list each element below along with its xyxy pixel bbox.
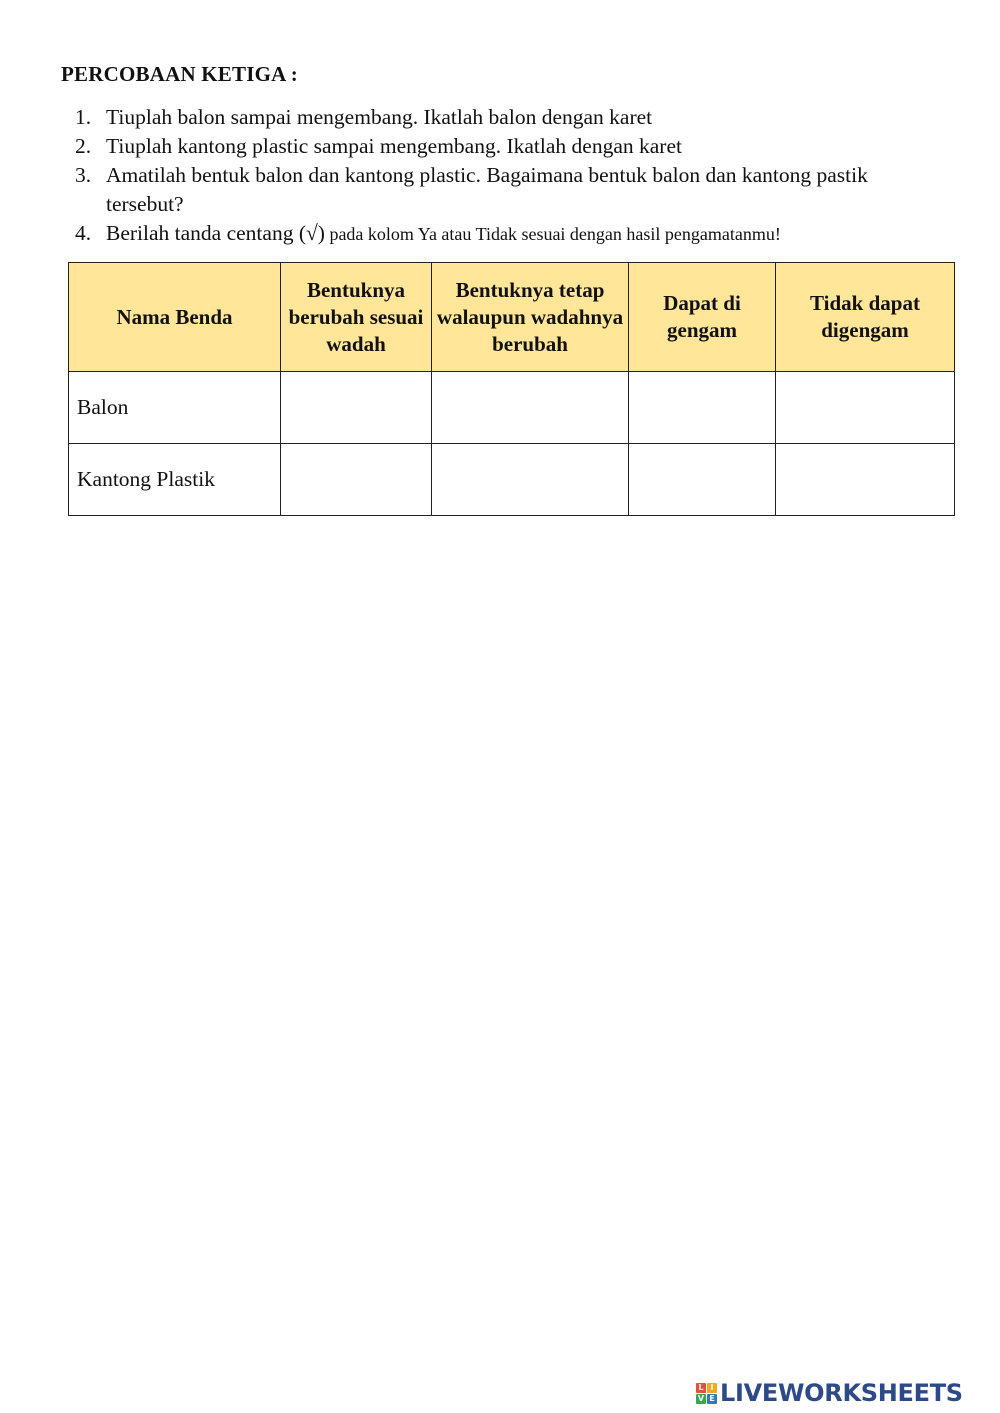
table-row bbox=[69, 444, 955, 516]
logo-mark-letter: L bbox=[696, 1383, 706, 1393]
answer-cell-dapat-digengam[interactable] bbox=[629, 372, 776, 444]
instruction-item-3 bbox=[70, 161, 950, 219]
answer-cell-tidak-dapat-digengam[interactable] bbox=[776, 444, 955, 516]
answer-cell-bentuk-berubah[interactable] bbox=[281, 372, 432, 444]
instruction-number: 2. bbox=[75, 134, 92, 158]
instruction-text: Berilah tanda centang (√) bbox=[106, 221, 325, 245]
instruction-text: Tiuplah kantong plastic sampai mengembang. Ikatlah dengan karet bbox=[106, 134, 682, 158]
instruction-text: Amatilah bentuk balon dan kantong plastic. Bagaimana bentuk balon dan kantong pastik tersebut? bbox=[106, 163, 868, 216]
liveworksheets-logo-text: LIVEWORKSHEETS bbox=[720, 1379, 963, 1407]
instruction-number: 4. bbox=[75, 221, 92, 245]
header-bentuk-tetap: Bentuknya tetap walaupun wadahnya berubah bbox=[432, 263, 629, 372]
answer-cell-tidak-dapat-digengam[interactable] bbox=[776, 372, 955, 444]
instruction-item-4 bbox=[70, 219, 950, 249]
row-label-kantong-plastik: Kantong Plastik bbox=[69, 444, 281, 516]
instruction-item-1 bbox=[70, 103, 950, 132]
row-label-balon: Balon bbox=[69, 372, 281, 444]
liveworksheets-logo bbox=[696, 1376, 963, 1410]
answer-cell-bentuk-berubah[interactable] bbox=[281, 444, 432, 516]
liveworksheets-logo-icon bbox=[696, 1383, 717, 1404]
instruction-text: Tiuplah balon sampai mengembang. Ikatlah balon dengan karet bbox=[106, 105, 653, 129]
instruction-list bbox=[70, 103, 950, 249]
page-title: PERCOBAAN KETIGA : bbox=[61, 62, 298, 86]
table-row bbox=[69, 372, 955, 444]
answer-cell-dapat-digengam[interactable] bbox=[629, 444, 776, 516]
instruction-text-small: pada kolom Ya atau Tidak sesuai dengan hasil pengamatanmu! bbox=[324, 224, 781, 244]
header-nama-benda: Nama Benda bbox=[69, 263, 281, 372]
answer-cell-bentuk-tetap[interactable] bbox=[432, 372, 629, 444]
instruction-number: 1. bbox=[75, 105, 92, 129]
header-tidak-dapat-digengam: Tidak dapat digengam bbox=[776, 263, 955, 372]
answer-cell-bentuk-tetap[interactable] bbox=[432, 444, 629, 516]
table-header-row bbox=[69, 263, 955, 372]
header-bentuk-berubah: Bentuknya berubah sesuai wadah bbox=[281, 263, 432, 372]
logo-mark-letter: E bbox=[707, 1394, 717, 1404]
header-dapat-digengam: Dapat di gengam bbox=[629, 263, 776, 372]
logo-mark-letter: I bbox=[707, 1383, 717, 1393]
observation-table bbox=[68, 262, 955, 516]
instruction-number: 3. bbox=[75, 163, 92, 187]
logo-mark-letter: V bbox=[697, 1393, 705, 1403]
instruction-item-2 bbox=[70, 132, 950, 161]
